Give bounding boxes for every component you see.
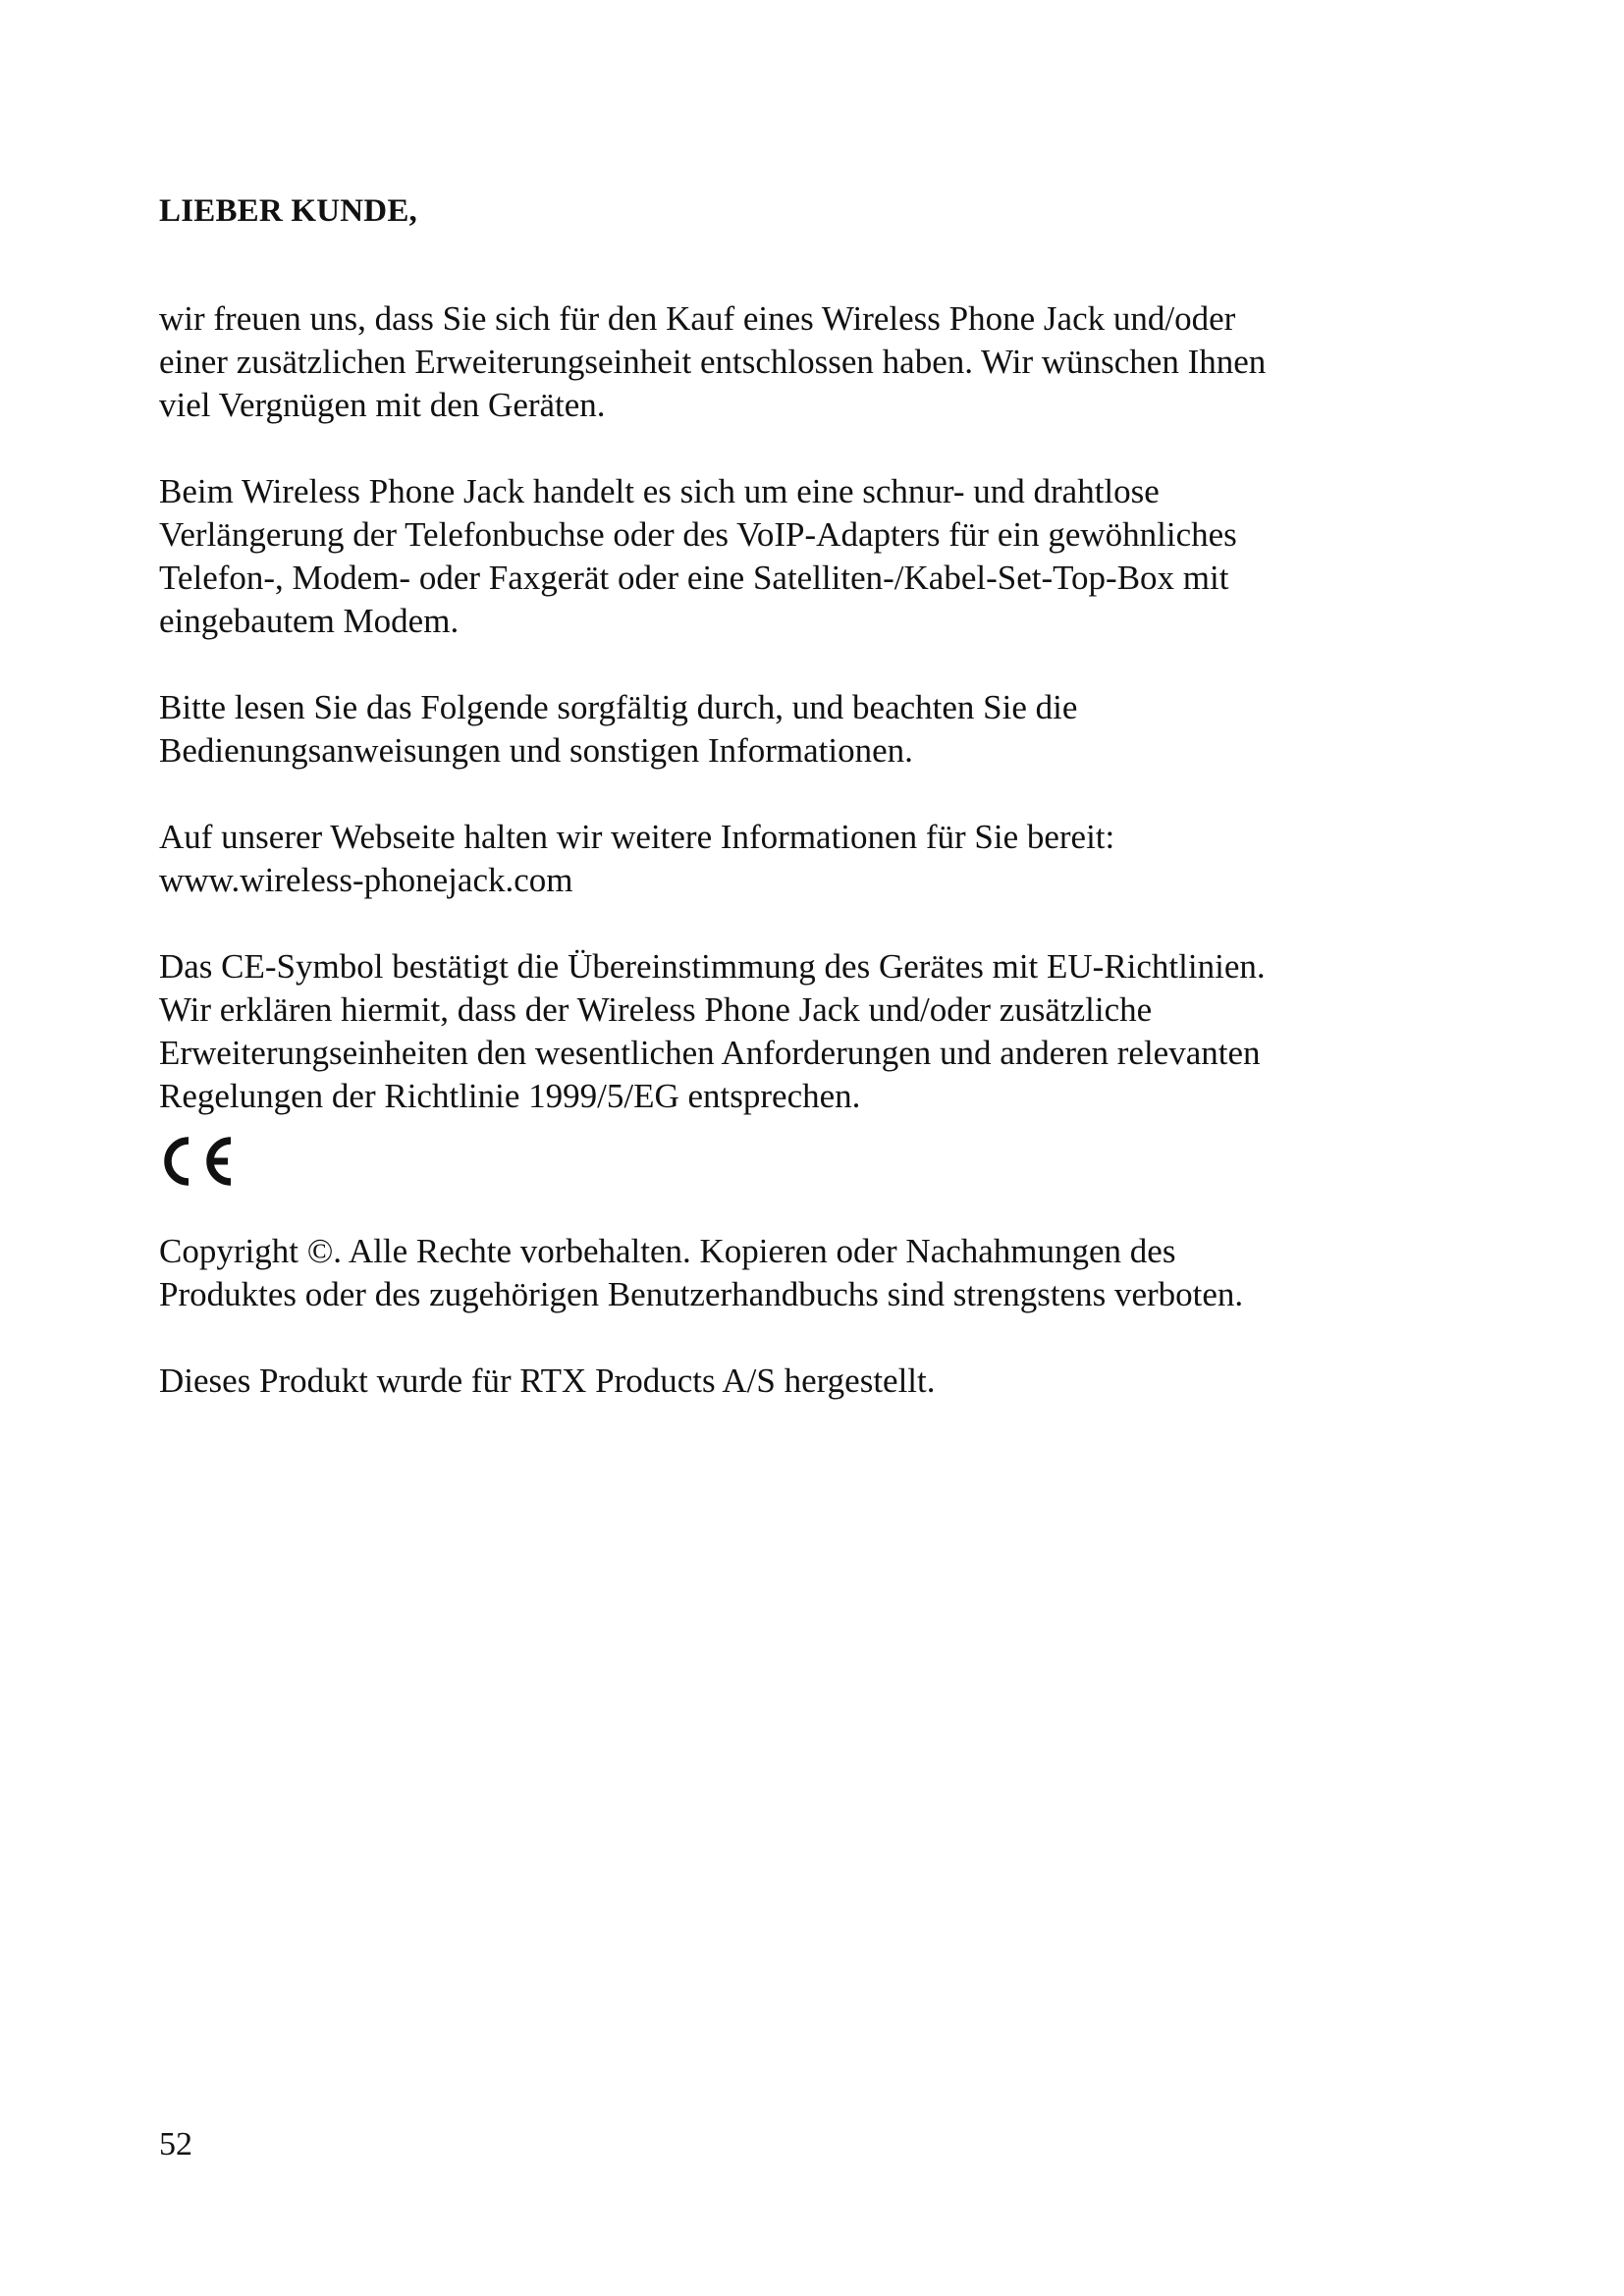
paragraph-line: Telefon-, Modem- oder Faxgerät oder eine Satelliten-/Kabel-Set-Top-Box mit: [159, 559, 1229, 597]
paragraph-line: Wir erklären hiermit, dass der Wireless Phone Jack und/oder zusätzliche: [159, 990, 1153, 1029]
paragraph-line: Beim Wireless Phone Jack handelt es sich um eine schnur- und drahtlose: [159, 472, 1160, 510]
product-description-paragraph: [159, 470, 1465, 643]
paragraph-line: Dieses Produkt wurde für RTX Products A/S hergestellt.: [159, 1362, 936, 1400]
paragraph-line: Verlängerung der Telefonbuchse oder des VoIP-Adapters für ein gewöhnliches: [159, 515, 1237, 554]
paragraph-line: Bedienungsanweisungen und sonstigen Informationen.: [159, 731, 913, 770]
intro-paragraph: [159, 297, 1465, 427]
paragraph-line: Auf unserer Webseite halten wir weitere Informationen für Sie bereit:: [159, 818, 1115, 856]
paragraph-line: eingebautem Modem.: [159, 602, 460, 640]
page-number: 52: [159, 2126, 192, 2163]
read-instructions-paragraph: [159, 686, 1465, 773]
paragraph-line: Copyright ©. Alle Rechte vorbehalten. Kopieren oder Nachahmungen des: [159, 1232, 1176, 1270]
website-url: www.wireless-phonejack.com: [159, 861, 573, 899]
greeting-heading: LIEBER KUNDE,: [159, 193, 417, 229]
paragraph-line: wir freuen uns, dass Sie sich für den Kauf eines Wireless Phone Jack und/oder: [159, 299, 1236, 338]
paragraph-line: Erweiterungseinheiten den wesentlichen Anforderungen und anderen relevanten: [159, 1034, 1261, 1072]
ce-declaration-paragraph: [159, 945, 1465, 1118]
paragraph-line: Regelungen der Richtlinie 1999/5/EG entsprechen.: [159, 1077, 861, 1115]
website-paragraph: [159, 816, 1465, 902]
manufacturer-paragraph: [159, 1360, 1465, 1403]
paragraph-line: Bitte lesen Sie das Folgende sorgfältig durch, und beachten Sie die: [159, 688, 1078, 726]
copyright-paragraph: [159, 1230, 1465, 1316]
ce-mark-icon: [159, 1136, 238, 1187]
paragraph-line: Das CE-Symbol bestätigt die Übereinstimmung des Gerätes mit EU-Richtlinien.: [159, 947, 1266, 986]
paragraph-line: viel Vergnügen mit den Geräten.: [159, 386, 606, 424]
paragraph-line: Produktes oder des zugehörigen Benutzerhandbuchs sind strengstens verboten.: [159, 1275, 1244, 1313]
paragraph-line: einer zusätzlichen Erweiterungseinheit entschlossen haben. Wir wünschen Ihnen: [159, 343, 1267, 381]
page-content: [159, 191, 1465, 1446]
